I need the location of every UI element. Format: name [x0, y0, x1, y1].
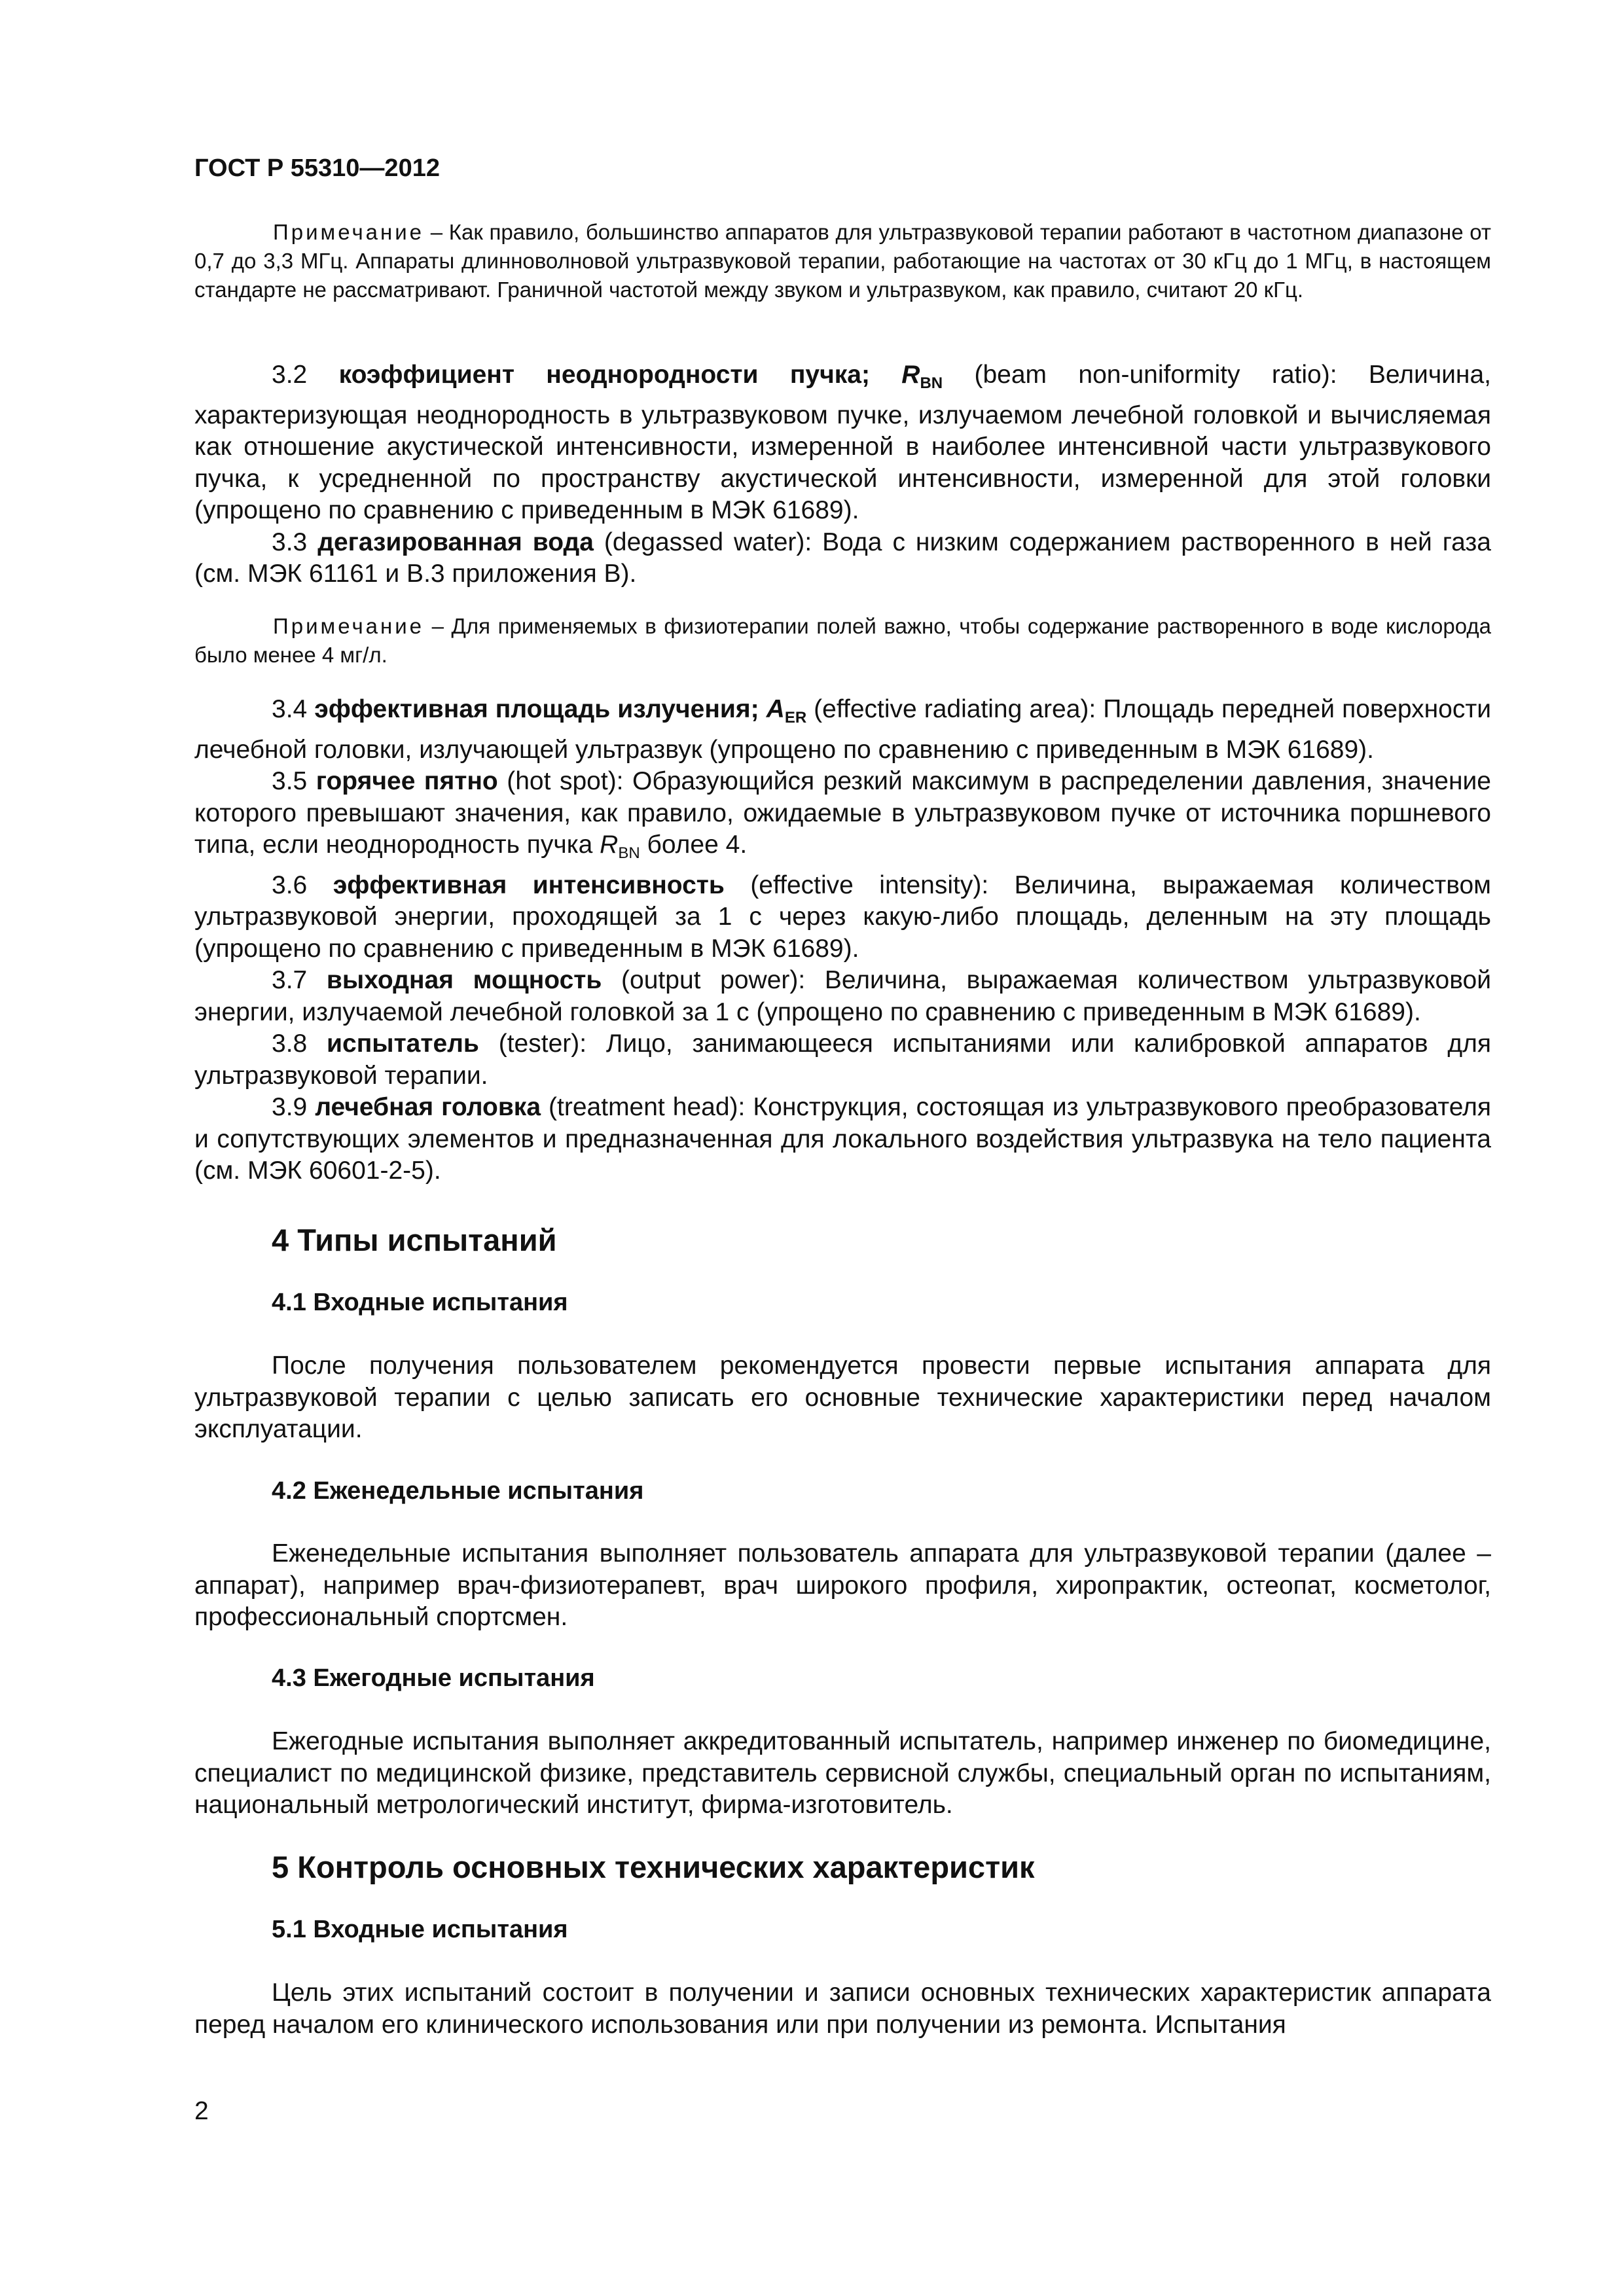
- subsection-4-2-text: Еженедельные испытания выполняет пользователь аппарата для ультразвуковой терапии (далее – аппарат), например врач-физиотерапевт, врач широкого профиля, хиропрактик, остеопат, косметолог, профессиональный спортсмен.: [194, 1539, 1491, 1631]
- subsection-5-1-heading: 5.1 Входные испытания: [272, 1916, 568, 1943]
- note-frequency: [194, 218, 1491, 304]
- definition-3-9: 3.9 лечебная головка (treatment head): Конструкция, состоящая из ультразвукового преобразователя и сопутствующих элементов и предназначенная для локального воздействия ультразвука на тело пациента (см. МЭК 60601-2-5).: [194, 1093, 1491, 1185]
- subsection-4-3-heading: 4.3 Ежегодные испытания: [272, 1664, 595, 1692]
- subsection-4-2-heading: 4.2 Еженедельные испытания: [272, 1477, 644, 1505]
- symbol: $A_{ER}$: [766, 695, 807, 726]
- definition-3-8: 3.8 испытатель (tester): Лицо, занимающееся испытаниями или калибровкой аппаратов для ультразвуковой терапии.: [194, 1030, 1491, 1090]
- definition-3-2: 3.2 коэффициент неоднородности пучка; $R_{BN}$ (beam non-uniformity ratio): Величина, характеризующая неоднородность в ультразвуковом пучке, излучаемом лечебной головкой и вычисляемая как отношение акустической интенсивности, измеренной в наиболее интенсивной части ультразвукового пучка, к усредненной по пространству акустической интенсивности, измеренной для этой головки (упрощено по сравнению с приведенным в МЭК 61689).: [194, 361, 1491, 524]
- definition-3-6: 3.6 эффективная интенсивность (effective intensity): Величина, выражаемая количеством ультразвуковой энергии, проходящей за 1 с через какую-либо площадь, деленным на эту площадь (упрощено по сравнению с приведенным в МЭК 61689).: [194, 870, 1491, 963]
- definition-3-3: 3.3 дегазированная вода (degassed water): Вода с низким содержанием растворенного в ней газа (см. МЭК 61161 и В.3 приложения В).: [194, 528, 1491, 588]
- subsection-4-1-text: После получения пользователем рекомендуется провести первые испытания аппарата для ультразвуковой терапии с целью записать его основные технические характеристики перед началом эксплуатации.: [194, 1352, 1491, 1443]
- note-text: – Как правило, большинство аппаратов для ультразвуковой терапии работают в частотном диапазоне от 0,7 до 3,3 МГц. Аппараты длинноволновой ультразвуковой терапии, работающие на частотах от 30 кГц до 1 МГц, в настоящем стандарте не рассматривают. Граничной частотой между звуком и ультразвуком, как правило, считают 20 кГц.: [194, 220, 1491, 302]
- definition-3-7: 3.7 выходная мощность (output power): Величина, выражаемая количеством ультразвуковой энергии, излучаемой лечебной головкой за 1 с (упрощено по сравнению с приведенным в МЭК 61689).: [194, 966, 1491, 1026]
- definition-3-5: 3.5 горячее пятно (hot spot): Образующийся резкий максимум в распределении давления, значение которого превышают значения, как правило, ожидаемые в ультразвуковом пучке от источника поршневого типа, если неоднородность пучка $R_{BN}$ более 4.: [194, 767, 1491, 862]
- subsection-4-1-heading: 4.1 Входные испытания: [272, 1289, 568, 1316]
- subsection-4-3-text: Ежегодные испытания выполняет аккредитованный испытатель, например инженер по биомедицине, специалист по медицинской физике, представитель сервисной службы, специальный орган по испытаниям, национальный метрологический институт, фирма-изготовитель.: [194, 1727, 1491, 1819]
- note-label: Примечание: [273, 220, 425, 244]
- subsection-5-1-text: Цель этих испытаний состоит в получении и записи основных технических характеристик аппарата перед началом его клинического использования или при получении из ремонта. Испытания: [194, 1979, 1491, 2039]
- term: лечебная головка: [315, 1093, 541, 1121]
- term: эффективная интенсивность: [333, 870, 725, 899]
- term: испытатель: [327, 1030, 479, 1058]
- term: выходная мощность: [326, 966, 602, 994]
- definition-3-4: 3.4 эффективная площадь излучения; $A_{ER}$ (effective radiating area): Площадь передней поверхности лечебной головки, излучающей ультразвук (упрощено по сравнению с приведенным в МЭК 61689).: [194, 695, 1492, 764]
- section-5-heading: 5 Контроль основных технических характеристик: [272, 1850, 1035, 1884]
- note-oxygen: [194, 612, 1491, 670]
- definitions-block-1: [194, 359, 1491, 590]
- term: горячее пятно: [316, 767, 498, 795]
- term: коэффициент неоднородности пучка;: [338, 361, 902, 389]
- note-text: – Для применяемых в физиотерапии полей важно, чтобы содержание растворенного в воде кислорода было менее 4 мг/л.: [194, 614, 1491, 667]
- section-4-heading: 4 Типы испытаний: [272, 1223, 557, 1257]
- term: эффективная площадь излучения;: [314, 695, 767, 723]
- symbol: $R_{BN}$: [600, 831, 640, 862]
- definitions-block-2: [194, 694, 1491, 1187]
- note-label: Примечание: [273, 614, 425, 638]
- standard-header: ГОСТ Р 55310—2012: [194, 154, 440, 182]
- page-number: 2: [194, 2097, 209, 2125]
- term: дегазированная вода: [317, 528, 594, 556]
- symbol: $R_{BN}$: [901, 361, 943, 392]
